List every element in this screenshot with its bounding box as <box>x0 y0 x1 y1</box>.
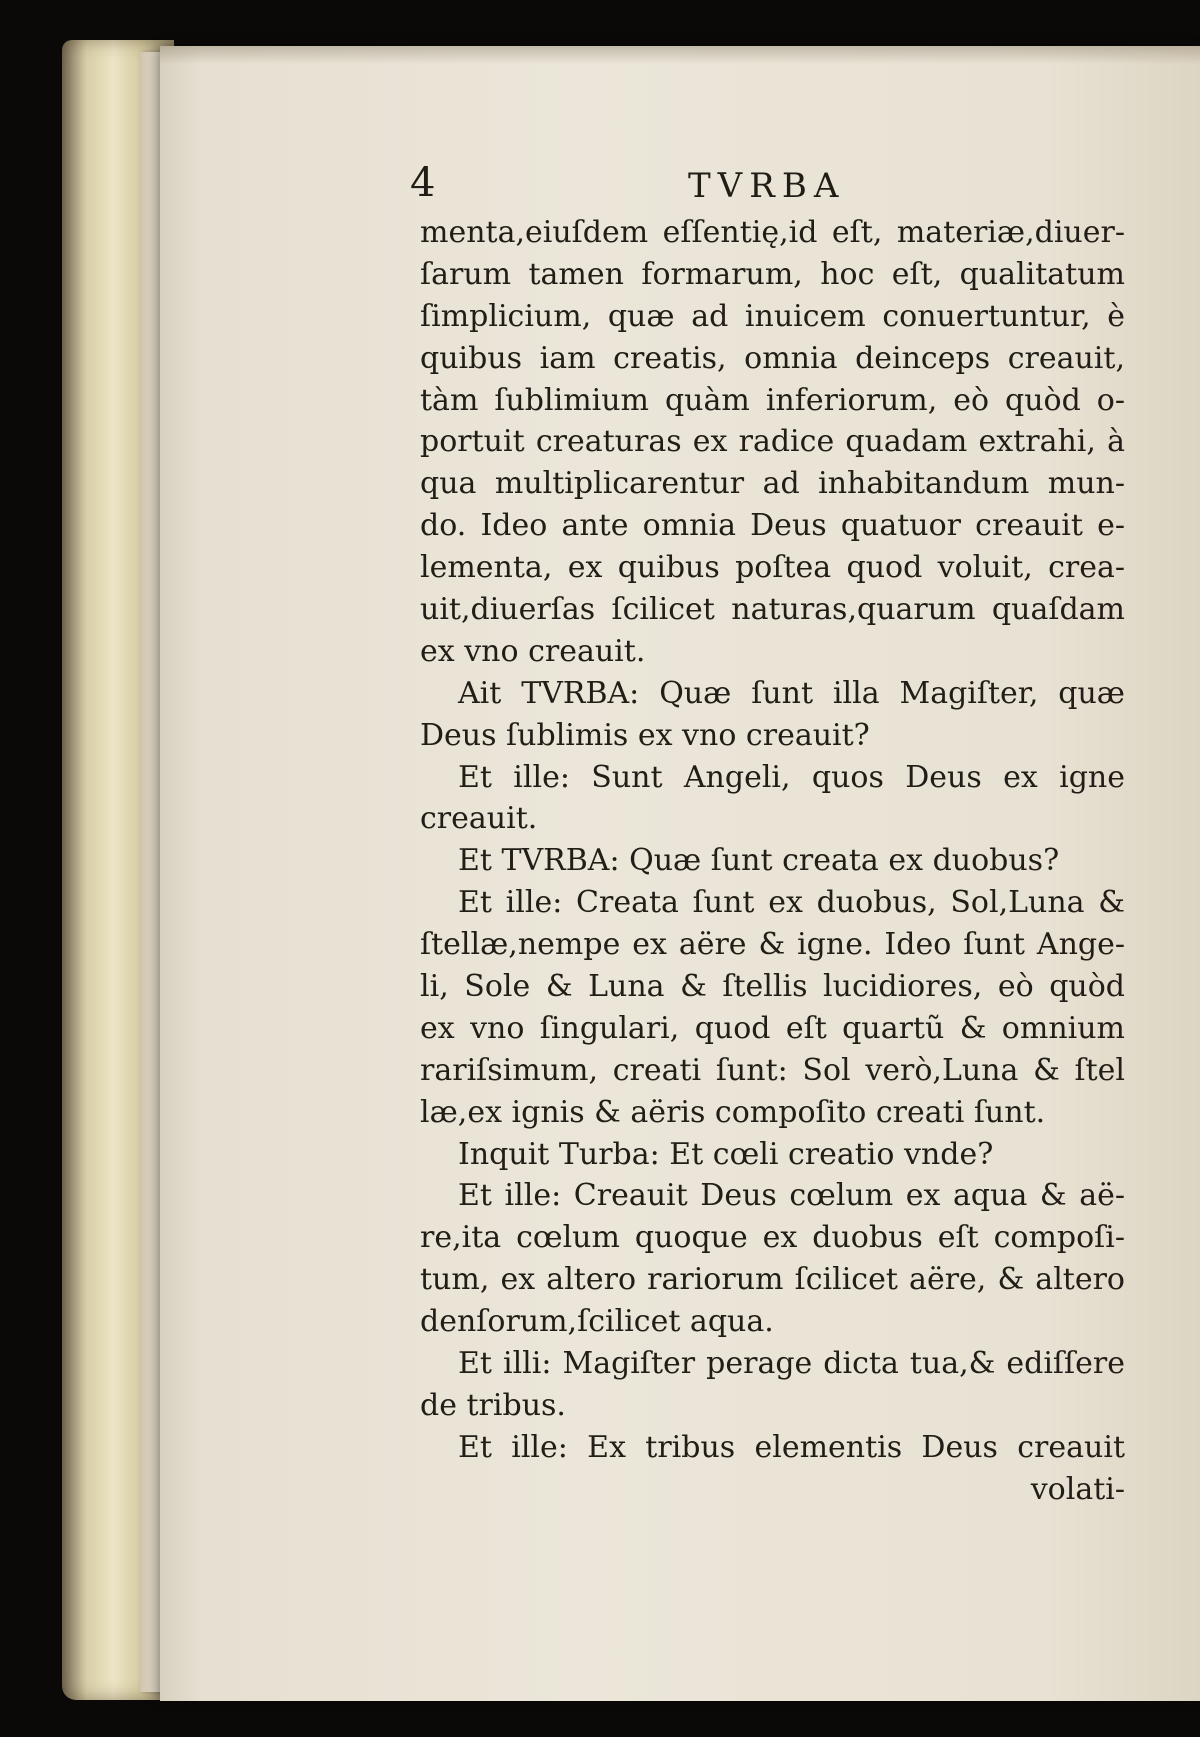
text-line: Deus ſublimis ex vno creauit? <box>420 717 870 753</box>
text-line: denſorum,ſcilicet aqua. <box>420 1304 774 1340</box>
running-head <box>250 160 1130 206</box>
text-line: læ,ex ignis & aëris compoſito creati ſunt. <box>420 1094 1046 1130</box>
text-line: rariſsimum, creati ſunt: Sol verò,Luna & ſtel <box>420 1052 1125 1088</box>
catchword: volati- <box>1030 1471 1125 1507</box>
text-line: quibus iam creatis, omnia deinceps creauit, <box>420 340 1125 376</box>
text-line: ſimplicium, quæ ad inuicem conuertuntur, è <box>420 298 1125 334</box>
catchword-row <box>420 1469 1125 1511</box>
text-line: do. Ideo ante omnia Deus quatuor creauit e- <box>420 508 1125 544</box>
text-line: ex vno creauit. <box>420 633 646 669</box>
text-line: uit,diuerſas ſcilicet naturas,quarum quaſdam <box>420 592 1125 628</box>
text-line: re,ita cœlum quoque ex duobus eſt compoſi- <box>420 1220 1125 1256</box>
text-line: tum, ex altero rariorum ſcilicet aëre, & altero <box>420 1262 1125 1298</box>
text-line: lementa, ex quibus poſtea quod voluit, crea- <box>420 550 1125 586</box>
text-line: ſarum tamen formarum, hoc eſt, qualitatum <box>420 256 1125 292</box>
text-line: de tribus. <box>420 1387 566 1423</box>
text-line: ex vno ſingulari, quod eſt quartũ & omnium <box>420 1010 1125 1046</box>
paragraph-start-line: Ait TVRBA: Quæ ſunt illa Magiſter, quæ <box>458 675 1125 711</box>
text-line: menta,eiuſdem eſſentię,id eſt, materiæ,diuer- <box>420 215 1125 250</box>
text-line: creauit. <box>420 801 538 837</box>
paragraph-start-line: Et ille: Ex tribus elementis Deus creauit <box>458 1429 1125 1465</box>
paragraph-start-line: Inquit Turba: Et cœli creatio vnde? <box>458 1136 994 1172</box>
paragraph-start-line: Et ille: Creata ſunt ex duobus, Sol,Luna & <box>458 885 1125 921</box>
running-title: TVRBA <box>688 166 846 206</box>
paragraph-start-line: Et ille: Sunt Angeli, quos Deus ex igne <box>458 759 1125 795</box>
text-line: li, Sole & Luna & ſtellis lucidiores, eò quòd <box>420 969 1125 1005</box>
text-block <box>420 212 1125 1511</box>
text-line: qua multiplicarentur ad inhabitandum mun- <box>420 466 1125 502</box>
text-line: tàm ſublimium quàm inferiorum, eò quòd o- <box>420 382 1125 418</box>
paragraph-start-line: Et ille: Creauit Deus cœlum ex aqua & aë- <box>458 1178 1125 1214</box>
paragraph-start-line: Et TVRBA: Quæ ſunt creata ex duobus? <box>458 843 1060 879</box>
text-line: portuit creaturas ex radice quadam extrahi, à <box>420 424 1125 460</box>
text-line: ſtellæ,nempe ex aëre & igne. Ideo ſunt Ange- <box>420 927 1125 963</box>
page-number: 4 <box>410 160 436 206</box>
paragraph-start-line: Et illi: Magiſter perage dicta tua,& ediſſere <box>458 1346 1125 1382</box>
